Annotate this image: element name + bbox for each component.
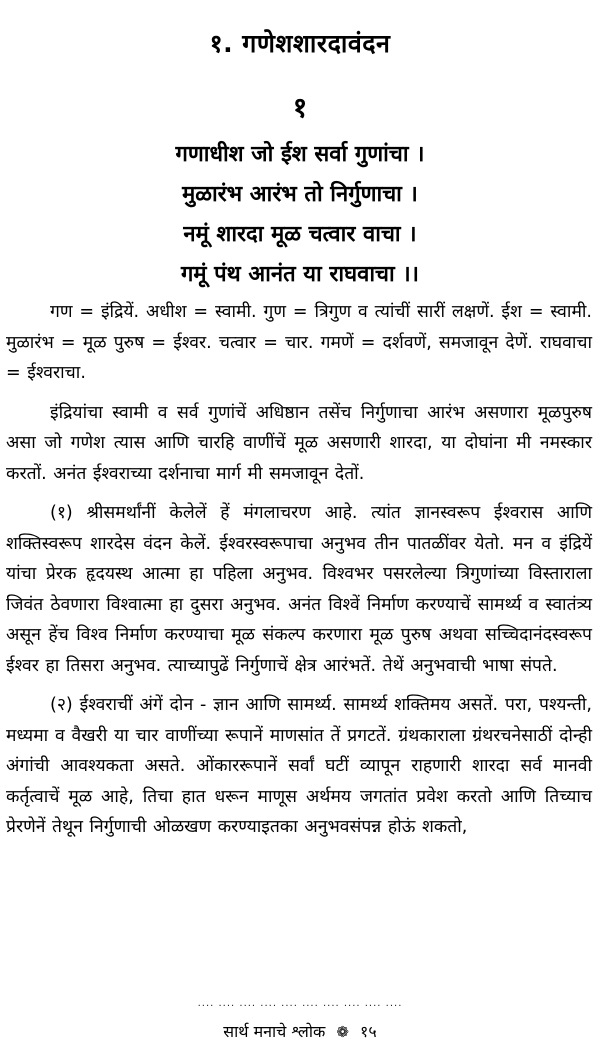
footer-book-title: सार्थ मनाचे श्लोक (223, 1022, 326, 1041)
verse-line-4: गमूं पंथ आनंत या राघवाचा ।। (180, 262, 420, 287)
chapter-title: १. गणेशशारदावंदन (209, 29, 391, 58)
flower-ornament-icon: ❁ (336, 1023, 349, 1041)
commentary-body (6, 297, 592, 852)
translation-paragraph: इंद्रियांचा स्वामी व सर्व गुणांचें अधिष्ठान तसेंच निर्गुणाचा आरंभ असणारा मूळपुरुष असा जो गणेश त्यास आणि चारहि वाणींचें मूळ असणारी शारदा, या दोघांना मी नमस्कार करतों. अनंत ईश्वराच्या दर्शनाचा मार्ग मी समजावून देतों. (6, 402, 592, 484)
verse-line-1: गणाधीश जो ईश सर्वा गुणांचा । (175, 142, 425, 167)
verse-block (0, 135, 600, 295)
verse-number: १ (292, 91, 308, 124)
page-number: १५ (360, 1022, 377, 1041)
commentary-paragraph-2: (२) ईश्वराचीं अंगें दोन - ज्ञान आणि सामर्थ्य. सामर्थ्य शक्तिमय असतें. परा, पश्यन्ती, मध्यमा व वैखरी या चार वाणींच्या रूपानें माणसांत तें प्रगटतें. ग्रंथकाराला ग्रंथरचनेसाठीं दोन्ही अंगांची आवश्यकता असते. ओंकाररूपानें सर्वां घटीं व्यापून राहणारी शारदा सर्व मानवी कर्तृत्वाचें मूळ आहे, तिचा हात धरून माणूस अर्थमय जगतांत प्रवेश करतो आणि तिच्याच प्रेरणेनें तेथून निर्गुणाची ओळखण करण्याइतका अनुभवसंपन्न होऊं शकतो, (6, 695, 592, 837)
verse-line-3: नमूं शारदा मूळ चत्वार वाचा । (183, 222, 417, 247)
footer-separator: .... .... .... .... .... .... .... .... .... .... (197, 998, 403, 1009)
commentary-paragraph-1: (१) श्रीसमर्थांनीं केलेलें हें मंगलाचरण आहे. त्यांत ज्ञानस्वरूप ईश्वरास आणि शक्तिस्वरूप शारदेस वंदन केलें. ईश्वरस्वरूपाचा अनुभव तीन पातळींवर येतो. मन व इंद्रियें यांचा प्रेरक हृदयस्थ आत्मा हा पहिला अनुभव. विश्वभर पसरलेल्या त्रिगुणांच्या विस्ताराला जिवंत ठेवणारा विश्वात्मा हा दुसरा अनुभव. अनंत विश्वें निर्माण करण्याचें सामर्थ्य व स्वातंत्र्य असून हेंच विश्व निर्माण करण्याचा मूळ संकल्प करणारा मूळ पुरुष अथवा सच्चिदानंदस्वरूप ईश्वर हा तिसरा अनुभव. त्याच्यापुढें निर्गुणाचें क्षेत्र आरंभतें. तेथें अनुभवाची भाषा संपते. (6, 503, 592, 676)
word-meanings-paragraph: गण = इंद्रियें. अधीश = स्वामी. गुण = त्रिगुण व त्यांचीं सारीं लक्षणें. ईश = स्वामी. मुळारंभ = मूळ पुरुष = ईश्वर. चत्वार = चार. गमणें = दर्शवणें, समजावून देणें. राघवाचा = ईश्वराचा. (6, 302, 592, 383)
verse-line-2: मुळारंभ आरंभ तो निर्गुणाचा । (182, 182, 418, 207)
page-footer (0, 1020, 600, 1042)
